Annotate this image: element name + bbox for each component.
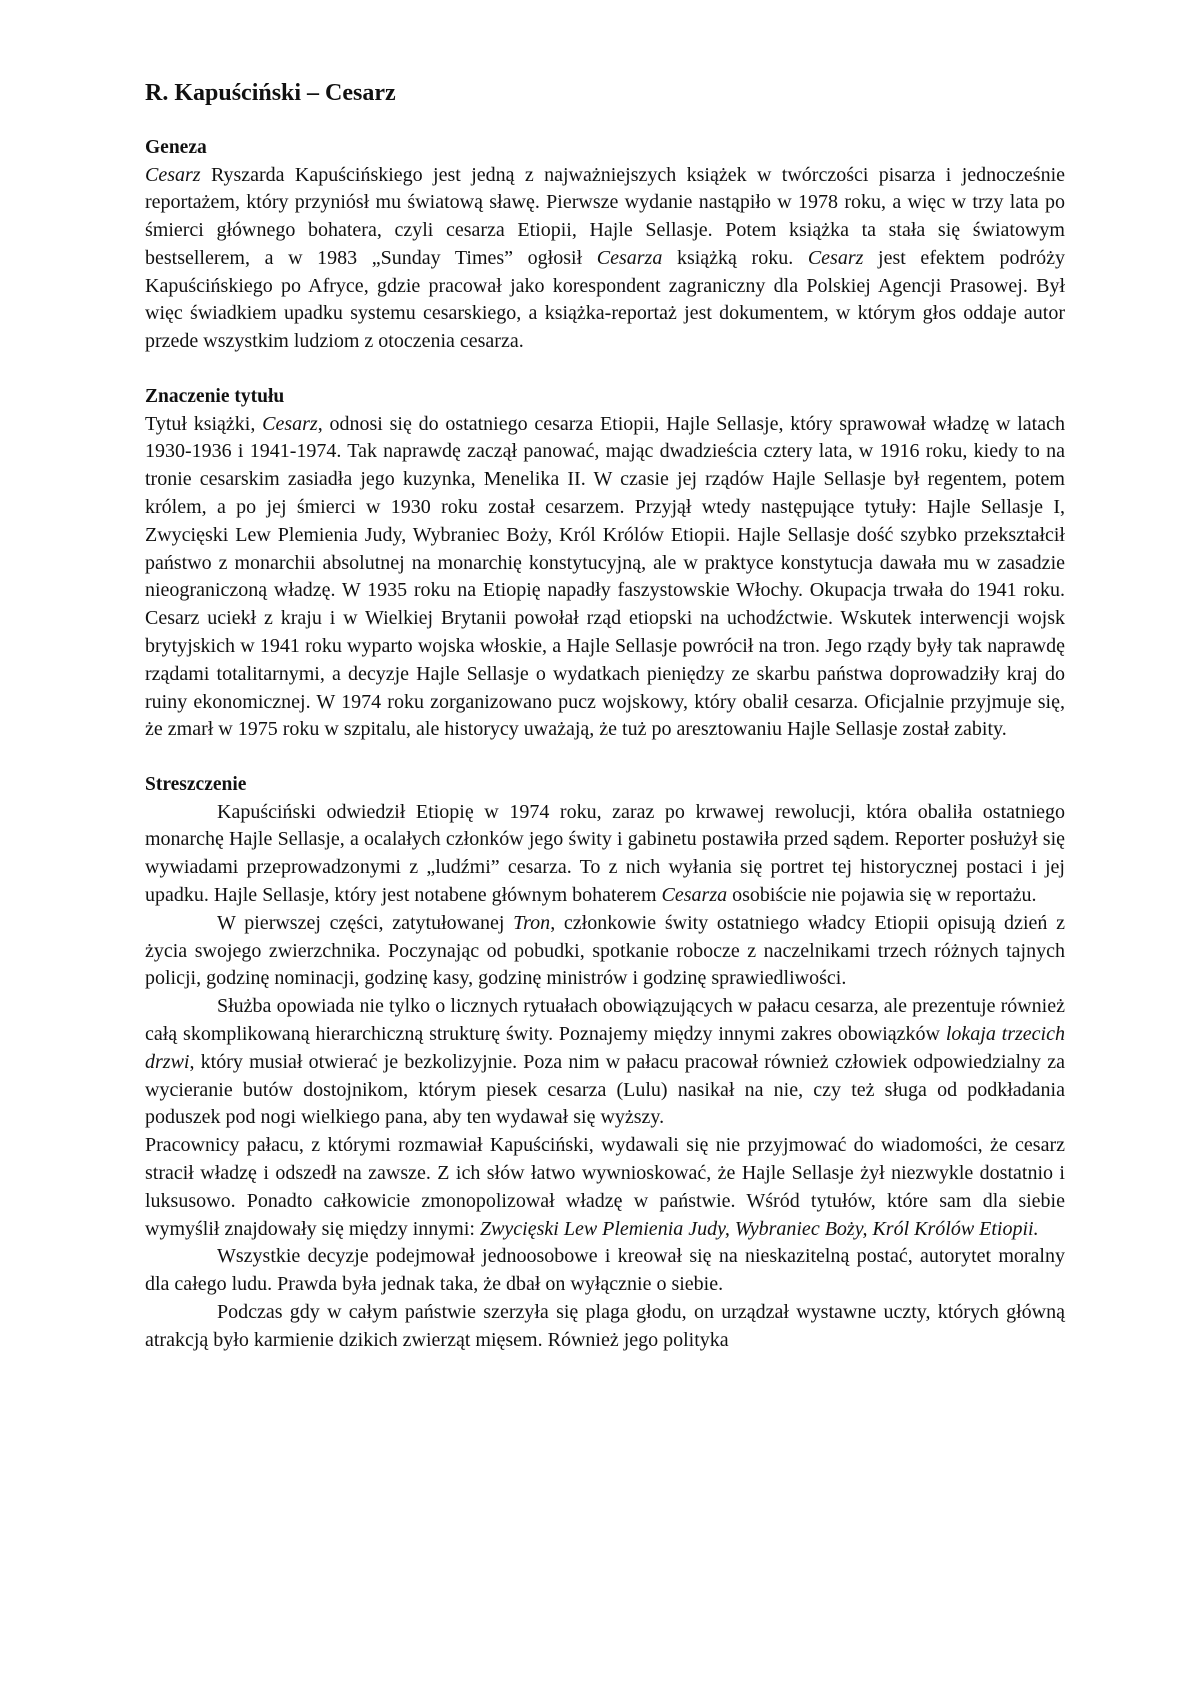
paragraph-streszczenie-3 bbox=[145, 993, 1065, 1132]
italic-title: Cesarz bbox=[262, 412, 318, 435]
text-run: Pracownicy pałacu, z którymi rozmawiał Kapuściński, wydawali się nie przyjmować do wiadomości, że cesarz stracił władzę i odszedł na zawsze. Z ich słów łatwo wywnioskować, że Hajle Sellasje żył niezwykle dostatnio i luksusowo. Ponadto całkowicie zmonopolizował władzę w państwie. Wśród tytułów, które sam dla siebie wymyślił znajdowały się między innymi: bbox=[145, 1134, 1065, 1240]
text-run: Służba opowiada nie tylko o licznych rytuałach obowiązujących w pałacu cesarza, ale prezentuje również całą skomplikowaną hierarchiczną strukturę świty. Poznajemy między innymi zakres obowiązków bbox=[145, 995, 1065, 1046]
text-run: jest efektem podróży Kapuścińskiego po Afryce, gdzie pracował jako korespondent zagraniczny dla Polskiej Agencji Prasowej. Był więc świadkiem upadku systemu cesarskiego, a książka-reportaż jest dokumentem, w którym głos oddaje autor przede wszystkim ludziom z otoczenia cesarza. bbox=[145, 246, 1065, 353]
italic-title: Tron bbox=[513, 911, 551, 934]
section-heading-streszczenie: Streszczenie bbox=[145, 774, 247, 796]
paragraph-znaczenie-tytulu bbox=[145, 411, 1065, 745]
text-run: W pierwszej części, zatytułowanej bbox=[217, 911, 514, 934]
text-run: Kapuściński odwiedził Etiopię w 1974 roku, zaraz po krwawej rewolucji, która obaliła ostatniego monarchę Hajle Sellasje, a ocalałych członków jego świty i gabinetu postawiła przed sądem. Reporter posłużył się wywiadami przeprowadzonymi z „ludźmi” cesarza. To z nich wyłania się portret tej historycznej postaci i jej upadku. Hajle Sellasje, który jest notabene głównym bohaterem bbox=[145, 800, 1065, 907]
italic-title: Cesarz bbox=[807, 246, 864, 269]
italic-phrase: lokaja trzecich drzwi bbox=[145, 1023, 1065, 1073]
section-heading-geneza: Geneza bbox=[145, 137, 207, 158]
text-run: Ryszarda Kapuścińskiego jest jedną z najważniejszych książek w twórczości pisarza i jednocześnie reportażem, który przyniósł mu światową sławę. Pierwsze wydanie nastąpiło w 1978 roku, a więc w trzy lata po śmierci głównego bohatera, czyli cesarza Etiopii, Hajle Sellasje. Potem książka ta stała się światowym bestsellerem, a w 1983 „Sunday Times” ogłosił bbox=[145, 163, 1065, 269]
paragraph-streszczenie-6 bbox=[145, 1299, 1065, 1355]
text-run: osobiście nie pojawia się w reportażu. bbox=[727, 884, 1037, 907]
text-run: książką roku. bbox=[662, 246, 808, 269]
text-run: Tytuł książki, bbox=[145, 412, 263, 435]
italic-title: Cesarza bbox=[661, 884, 728, 907]
text-run: , który musiał otwierać je bezkolizyjnie. Poza nim w pałacu pracował również człowiek odpowiedzialny za wycieranie butów dostojnikom, którym piesek cesarza (Lulu) nasikał na nie, czy też sługa od podkładania poduszek pod nogi wielkiego pana, aby ten wydawał się wyższy. bbox=[145, 1050, 1065, 1129]
section-streszczenie bbox=[145, 771, 1065, 1354]
paragraph-geneza bbox=[145, 162, 1065, 357]
italic-title: Cesarza bbox=[596, 246, 663, 269]
paragraph-streszczenie-5 bbox=[145, 1243, 1065, 1299]
text-run: Wszystkie decyzje podejmował jednoosobowe i kreował się na nieskazitelną postać, autorytet moralny dla całego ludu. Prawda była jednak taka, że dbał on wyłącznie o siebie. bbox=[145, 1245, 1065, 1296]
section-heading-znaczenie-tytulu: Znaczenie tytułu bbox=[145, 386, 285, 408]
paragraph-streszczenie-4 bbox=[145, 1132, 1065, 1243]
text-run: , odnosi się do ostatniego cesarza Etiopii, Hajle Sellasje, który sprawował władzę w latach 1930-1936 i 1941-1974. Tak naprawdę zaczął panować, mając dwadzieścia cztery lata, w 1916 roku, kiedy to na tronie cesarskim zasiadła jego kuzynka, Menelika II. W czasie jej rządów Hajle Sellasje był regentem, potem królem, a po jej śmierci w 1930 roku został cesarzem. Przyjął wtedy następujące tytuły: Hajle Sellasje I, Zwycięski Lew Plemienia Judy, Wybraniec Boży, Król Królów Etiopii. Hajle Sellasje dość szybko przekształcił państwo z monarchii absolutnej na monarchię konstytucyjną, ale w praktyce konstytucja dawała mu w zasadzie nieograniczoną władzę. W 1935 roku na Etiopię napadły faszystowskie Włochy. Okupacja trwała do 1941 roku. Cesarz uciekł z kraju i w Wielkiej Brytanii powołał rząd etiopski na uchodźctwie. Wskutek interwencji wojsk brytyjskich w 1941 roku wyparto wojska włoskie, a Hajle Sellasje powrócił na tron. Jego rządy były tak naprawdę rządami totalitarnymi, a decyzje Hajle Sellasje o wydatkach pieniędzy ze skarbu państwa doprowadziły kraj do ruiny ekonomicznej. W 1974 roku zorganizowano pucz wojskowy, który obalił cesarza. Oficjalnie przyjmuje się, że zmarł w 1975 roku w szpitalu, ale historycy uważają, że tuż po aresztowaniu Hajle Sellasje został zabity. bbox=[145, 412, 1065, 741]
text-run: , członkowie świty ostatniego władcy Etiopii opisują dzień z życia swojego zwierzchnika. Poczynając od pobudki, spotkanie robocze z naczelnikami trzech różnych tajnych policji, godzinę nominacji, godzinę kasy, godzinę ministrów i godzinę sprawiedliwości. bbox=[145, 911, 1065, 990]
italic-title: Cesarz bbox=[145, 163, 201, 186]
paragraph-streszczenie-1 bbox=[145, 799, 1065, 910]
paragraph-streszczenie-2 bbox=[145, 910, 1065, 993]
italic-phrase: Zwycięski Lew Plemienia Judy, Wybraniec Boży, Król Królów Etiopii. bbox=[479, 1217, 1039, 1240]
section-geneza bbox=[145, 134, 1065, 356]
document-page bbox=[145, 78, 1065, 1382]
text-run: Podczas gdy w całym państwie szerzyła się plaga głodu, on urządzał wystawne uczty, których główną atrakcją było karmienie dzikich zwierząt mięsem. Również jego polityka bbox=[145, 1300, 1065, 1351]
section-znaczenie-tytulu bbox=[145, 383, 1065, 744]
document-title: R. Kapuściński – Cesarz bbox=[145, 80, 396, 106]
